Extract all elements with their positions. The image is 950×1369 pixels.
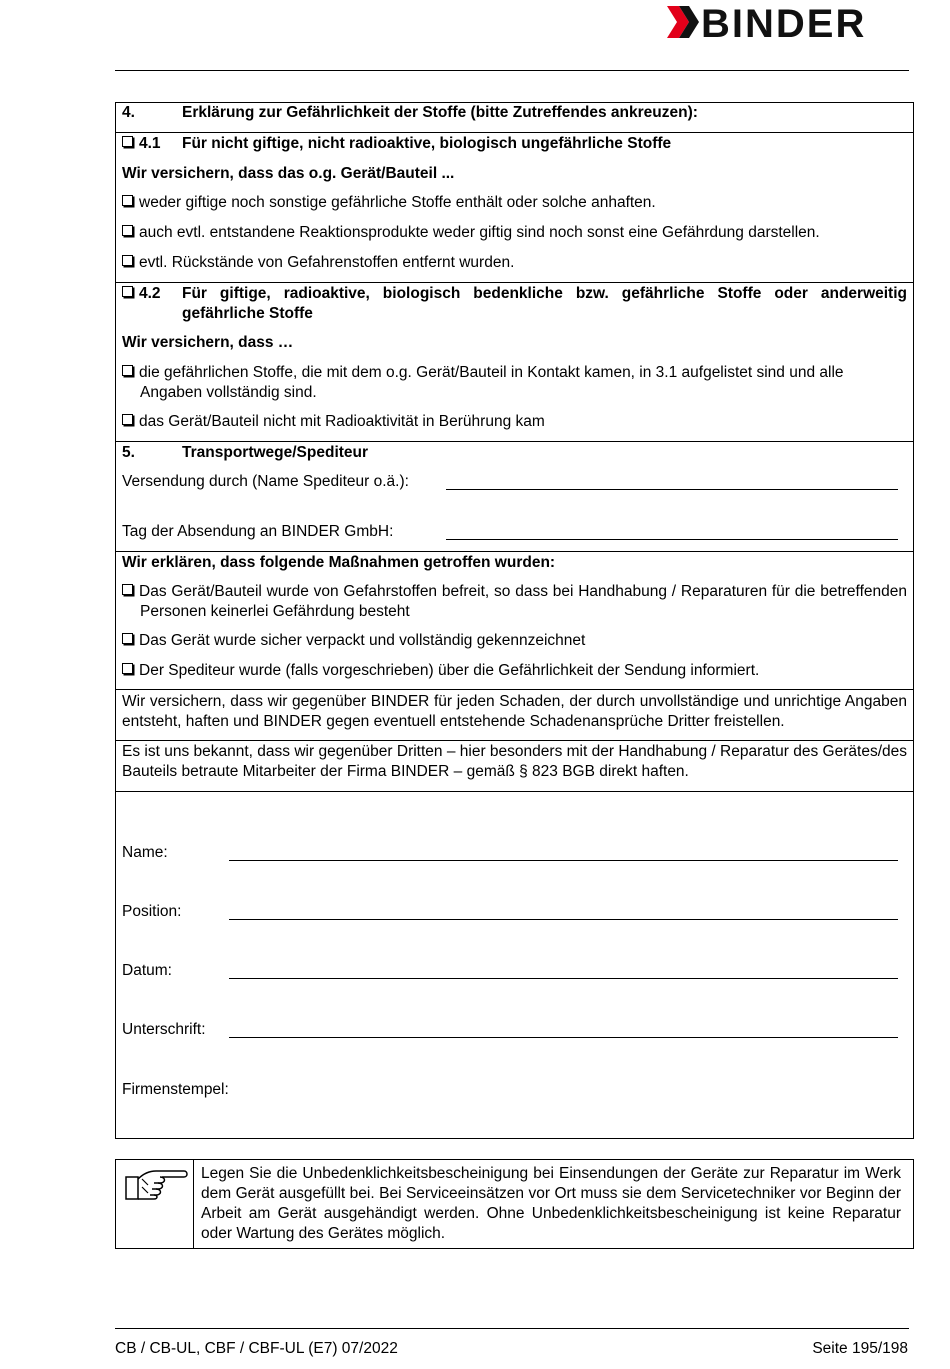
note-text: Legen Sie die Unbedenklichkeitsbescheinigung bei Einsendungen der Geräte zur Reparatur im Werk dem Gerät ausgefüllt bei. Bei Serviceeinsätzen vor Ort muss sie dem Servicetechniker vor Beginn der Arbeit am Gerät ausgehändigt werden. Ohne Unbedenklichkeitsbescheinigung ist keine Reparatur oder Wartung des Gerätes möglich. [201,1165,901,1242]
list-item [122,661,907,681]
divider [116,132,913,133]
checkbox-packed-labeled[interactable] [122,633,133,644]
date-label: Datum: [122,962,172,979]
checkbox-4-1[interactable] [122,136,133,147]
section-4-title: Erklärung zur Gefährlichkeit der Stoffe (bitte Zutreffendes ankreuzen): [182,104,698,121]
binder-logo-mark-icon [665,4,699,44]
divider [116,282,913,283]
divider [116,791,913,792]
position-field[interactable] [229,919,898,920]
checkbox-substances-listed[interactable] [122,365,133,376]
divider [116,551,913,552]
checkbox-reaction-products[interactable] [122,225,133,236]
declaration-form [115,102,914,1139]
section-4-2-number: 4.2 [139,285,161,302]
list-item [122,412,907,432]
footer-page-number: Seite 195/198 [812,1340,908,1357]
shipping-date-field[interactable] [446,539,898,540]
item-text: Der Spediteur wurde (falls vorgeschrieben) über die Gefährlichkeit der Sendung informiert. [139,662,760,679]
pointing-hand-icon [120,1163,190,1207]
measures-heading: Wir erklären, dass folgende Maßnahmen getroffen wurden: [122,554,556,571]
section-4-number: 4. [122,104,135,121]
checkbox-carrier-informed[interactable] [122,663,133,674]
item-text: Das Gerät/Bauteil wurde von Gefahrstoffen befreit, so dass bei Handhabung / Reparaturen für die betreffenden Personen keinerlei Gefährdung besteht [139,583,907,620]
list-item [122,223,907,243]
section-5-number: 5. [122,444,135,461]
company-stamp-label: Firmenstempel: [122,1081,229,1098]
third-party-liability-statement: Es ist uns bekannt, dass wir gegenüber Dritten – hier besonders mit der Handhabung / Reparatur des Gerätes/des Bauteils betraute Mitarbeiter der Firma BINDER – gemäß § 823 BGB direkt haften. [122,743,907,780]
item-text: auch evtl. entstandene Reaktionsprodukte weder giftig sind noch sonst eine Gefährdung darstellen. [139,224,820,241]
footer-rule [115,1328,909,1329]
position-label: Position: [122,903,182,920]
section-4-1-title: Für nicht giftige, nicht radioaktive, biologisch ungefährliche Stoffe [182,135,672,152]
name-field[interactable] [229,860,898,861]
list-item [122,193,907,213]
section-4-1-heading [122,134,907,154]
list-item [122,631,907,651]
item-text: evtl. Rückstände von Gefahrenstoffen entfernt wurden. [139,254,515,271]
section-5-heading [122,443,907,463]
section-4-heading [122,103,907,123]
section-4-2-title: Für giftige, radioaktive, biologisch bedenkliche bzw. gefährliche Stoffe oder anderweitig gefährliche Stoffe [182,285,907,322]
section-4-2-intro: Wir versichern, dass … [122,334,294,351]
section-4-1-number: 4.1 [139,135,161,152]
divider [116,689,913,690]
binder-logo [665,4,910,44]
checkbox-no-radioactivity[interactable] [122,414,133,425]
checkbox-residues-removed[interactable] [122,255,133,266]
date-field[interactable] [229,978,898,979]
section-4-2-heading [122,284,907,324]
footer-model: CB / CB-UL, CBF / CBF-UL (E7) 07/2022 [115,1340,398,1357]
shipping-company-label: Versendung durch (Name Spediteur o.ä.): [122,473,409,490]
name-label: Name: [122,844,168,861]
checkbox-decontaminated[interactable] [122,584,133,595]
section-4-1-intro: Wir versichern, dass das o.g. Gerät/Bauteil ... [122,165,455,182]
item-text: die gefährlichen Stoffe, die mit dem o.g. Gerät/Bauteil in Kontakt kamen, in 3.1 aufgelistet sind und alle Angaben vollständig sind. [139,364,844,401]
signature-label: Unterschrift: [122,1021,206,1038]
brand-wordmark: BINDER [701,2,867,46]
item-text: Das Gerät wurde sicher verpackt und vollständig gekennzeichnet [139,632,586,649]
shipping-date-label: Tag der Absendung an BINDER GmbH: [122,523,394,540]
divider [116,441,913,442]
signature-field[interactable] [229,1037,898,1038]
note-box [115,1159,914,1249]
item-text: weder giftige noch sonstige gefährliche Stoffe enthält oder solche anhaften. [139,194,656,211]
list-item [122,582,907,622]
item-text: das Gerät/Bauteil nicht mit Radioaktivität in Berührung kam [139,413,545,430]
divider [116,740,913,741]
header-rule [115,70,909,71]
list-item [122,363,907,403]
checkbox-4-2[interactable] [122,286,133,297]
list-item [122,253,907,273]
checkbox-no-hazardous-substances[interactable] [122,195,133,206]
section-5-title: Transportwege/Spediteur [182,444,369,461]
note-divider [193,1160,194,1248]
shipping-company-field[interactable] [446,489,898,490]
liability-statement: Wir versichern, dass wir gegenüber BINDER für jeden Schaden, der durch unvollständige und unrichtige Angaben entsteht, haften und BINDER gegen eventuell entstehende Schadenansprüche Dritter freistellen. [122,693,907,730]
